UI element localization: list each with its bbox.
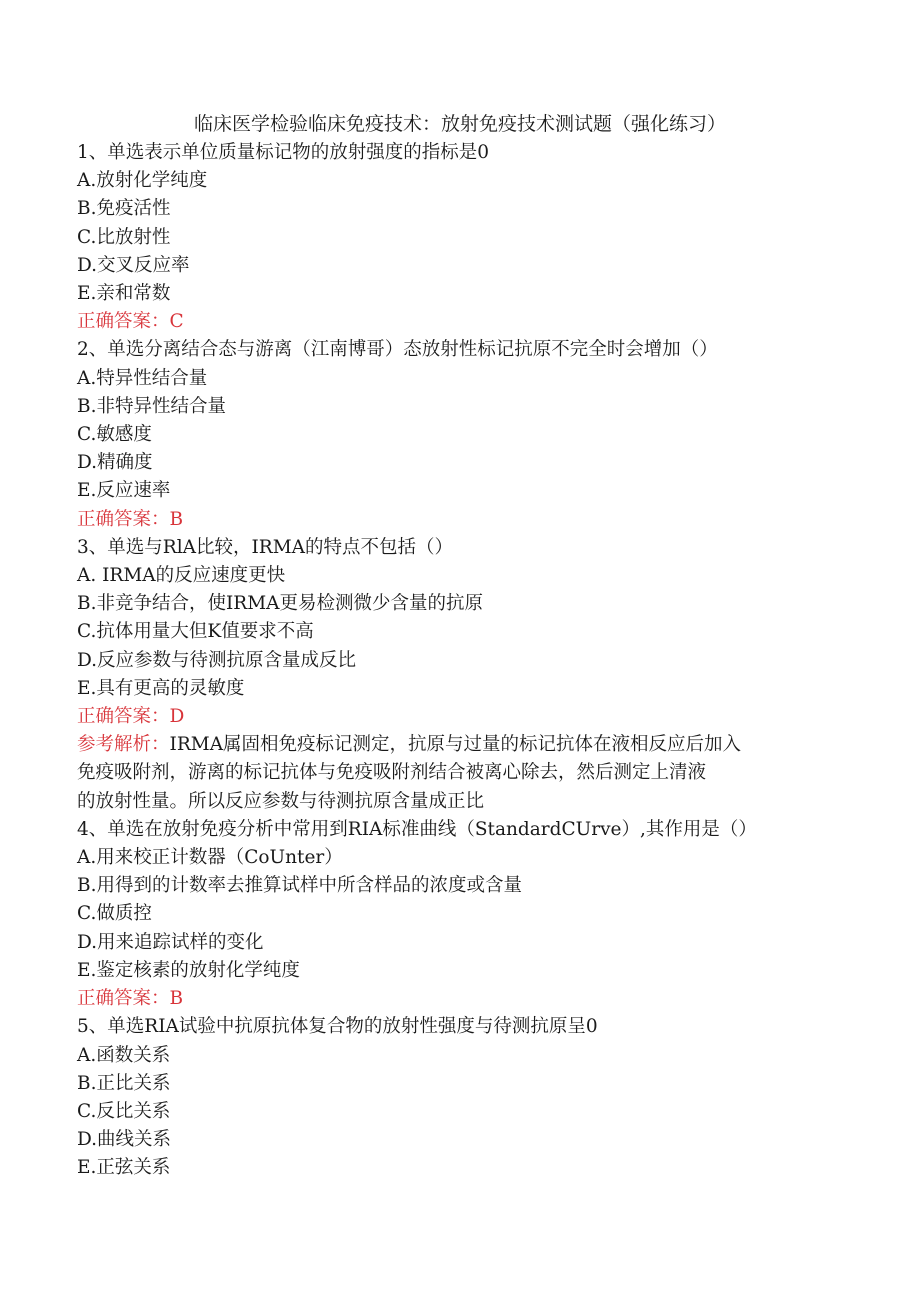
explanation-text-line-3: 的放射性量。所以反应参数与待测抗原含量成正比 (77, 790, 485, 812)
explanation-label: 参考解析： (77, 734, 170, 756)
question-list (77, 139, 847, 1183)
question-1 (77, 139, 847, 336)
question-stem: 2、单选分离结合态与游离（江南博哥）态放射性标记抗原不完全时会增加（） (77, 339, 718, 361)
reference-explanation (77, 731, 847, 816)
option-b: B.非竞争结合，使IRMA更易检测微少含量的抗原 (77, 593, 484, 615)
correct-answer: 正确答案：B (77, 988, 184, 1010)
option-a: A.函数关系 (77, 1044, 171, 1066)
question-stem: 4、单选在放射免疫分析中常用到RIA标准曲线（StandardCUrve）,其作用是（） (77, 818, 757, 840)
option-c: C.做质控 (77, 903, 152, 925)
option-a: A.用来校正计数器（CoUnter） (77, 847, 343, 869)
option-e: E.具有更高的灵敏度 (77, 677, 245, 699)
correct-answer: 正确答案：D (77, 706, 185, 728)
question-stem: 5、单选RIA试验中抗原抗体复合物的放射性强度与待测抗原呈0 (77, 1016, 598, 1038)
option-e: E.正弦关系 (77, 1157, 171, 1179)
option-e: E.鉴定核素的放射化学纯度 (77, 959, 300, 981)
question-5 (77, 1013, 847, 1182)
option-d: D.用来追踪试样的变化 (77, 931, 264, 953)
correct-answer: 正确答案：C (77, 311, 184, 333)
question-stem: 3、单选与RlA比较，IRMA的特点不包括（） (77, 536, 454, 558)
option-d: D.精确度 (77, 452, 153, 474)
option-a: A.特异性结合量 (77, 367, 208, 389)
option-d: D.反应参数与待测抗原含量成反比 (77, 649, 357, 671)
document-title: 临床医学检验临床免疫技术：放射免疫技术测试题（强化练习） (193, 113, 726, 135)
option-d: D.曲线关系 (77, 1129, 172, 1151)
option-a: A.放射化学纯度 (77, 170, 208, 192)
question-stem: 1、单选表示单位质量标记物的放射强度的指标是0 (77, 142, 490, 163)
correct-answer: 正确答案：B (77, 508, 184, 530)
option-e: E.亲和常数 (77, 283, 171, 305)
option-c: C.比放射性 (77, 226, 171, 248)
option-e: E.反应速率 (77, 480, 171, 502)
question-4 (77, 816, 847, 1013)
option-b: B.免疫活性 (77, 198, 171, 220)
option-c: C.抗体用量大但K值要求不高 (77, 621, 314, 643)
option-c: C.反比关系 (77, 1100, 171, 1122)
option-b: B.非特异性结合量 (77, 395, 226, 417)
option-b: B.正比关系 (77, 1072, 171, 1094)
option-b: B.用得到的计数率去推算试样中所含样品的浓度或含量 (77, 875, 522, 897)
option-a: A. IRMA的反应速度更快 (77, 565, 286, 587)
question-2 (77, 336, 847, 533)
explanation-text-line-2: 免疫吸附剂，游离的标记抗体与免疫吸附剂结合被离心除去，然后测定上清液 (77, 762, 707, 784)
option-d: D.交叉反应率 (77, 254, 190, 276)
explanation-text-line-1: IRMA属固相免疫标记测定，抗原与过量的标记抗体在液相反应后加入 (169, 734, 742, 756)
question-3 (77, 534, 847, 816)
option-c: C.敏感度 (77, 424, 152, 446)
